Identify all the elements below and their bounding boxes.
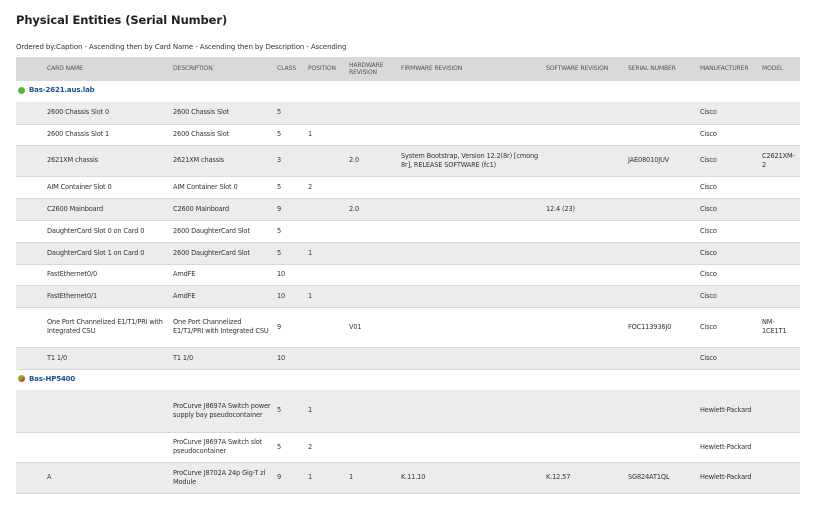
status-up-icon [18, 87, 25, 94]
node-name[interactable]: Bas-2621.aus.lab [29, 86, 95, 95]
cell-serial-number: SG824AT1QL [626, 462, 698, 493]
cell-serial-number [626, 220, 698, 242]
cell-serial-number: JAE08010JUV [626, 145, 698, 176]
cell-class: 5 [275, 242, 306, 264]
column-header-card-name[interactable]: CARD NAME [16, 57, 171, 81]
cell-card-name: 2600 Chassis Slot 1 [16, 124, 171, 145]
cell-position: 1 [306, 285, 347, 307]
cell-card-name: C2600 Mainboard [16, 198, 171, 220]
cell-description: ProCurve J8697A Switch power supply bay pseudocontainer [171, 390, 275, 432]
cell-class: 9 [275, 198, 306, 220]
cell-manufacturer: Hewlett-Packard [698, 432, 760, 462]
cell-description: C2600 Mainboard [171, 198, 275, 220]
cell-class: 5 [275, 432, 306, 462]
cell-software-revision [544, 432, 626, 462]
cell-manufacturer: Cisco [698, 347, 760, 369]
cell-class: 5 [275, 102, 306, 124]
status-warning-icon [18, 375, 25, 382]
cell-position: 1 [306, 390, 347, 432]
cell-software-revision [544, 102, 626, 124]
cell-model [760, 285, 800, 307]
column-header-model[interactable]: MODEL [760, 57, 800, 81]
cell-manufacturer: Cisco [698, 264, 760, 285]
cell-class: 9 [275, 462, 306, 493]
cell-manufacturer: Cisco [698, 220, 760, 242]
cell-class: 9 [275, 307, 306, 347]
cell-description: One Port Channelized E1/T1/PRI with Integrated CSU [171, 307, 275, 347]
table-row [16, 347, 800, 369]
cell-description: AmdFE [171, 264, 275, 285]
group-cell [16, 369, 800, 390]
cell-serial-number: FOC113936J0 [626, 307, 698, 347]
cell-position: 1 [306, 242, 347, 264]
cell-description: AmdFE [171, 285, 275, 307]
cell-card-name: FastEthernet0/0 [16, 264, 171, 285]
cell-hardware-revision: V01 [347, 307, 399, 347]
table-row [16, 102, 800, 124]
cell-serial-number [626, 390, 698, 432]
cell-model [760, 176, 800, 198]
cell-software-revision [544, 264, 626, 285]
cell-firmware-revision [399, 102, 544, 124]
cell-serial-number [626, 198, 698, 220]
cell-software-revision [544, 242, 626, 264]
cell-description: 2600 DaughterCard Slot [171, 242, 275, 264]
table-row [16, 307, 800, 347]
cell-class: 5 [275, 220, 306, 242]
cell-description: 2600 Chassis Slot [171, 102, 275, 124]
column-header-description[interactable]: DESCRIPTION [171, 57, 275, 81]
column-header-position[interactable]: POSITION [306, 57, 347, 81]
cell-class: 10 [275, 347, 306, 369]
cell-serial-number [626, 432, 698, 462]
cell-manufacturer: Cisco [698, 124, 760, 145]
cell-card-name [16, 432, 171, 462]
table-row [16, 242, 800, 264]
table-header-row [16, 57, 800, 81]
cell-hardware-revision [347, 220, 399, 242]
cell-firmware-revision [399, 307, 544, 347]
table-row [16, 432, 800, 462]
cell-software-revision [544, 285, 626, 307]
table-body [16, 81, 800, 493]
cell-class: 10 [275, 264, 306, 285]
cell-manufacturer: Cisco [698, 176, 760, 198]
cell-class: 3 [275, 145, 306, 176]
cell-hardware-revision: 2.0 [347, 145, 399, 176]
physical-entities-table [16, 57, 800, 494]
cell-class: 5 [275, 176, 306, 198]
table-row [16, 145, 800, 176]
cell-card-name: DaughterCard Slot 0 on Card 0 [16, 220, 171, 242]
cell-position [306, 102, 347, 124]
cell-card-name: T1 1/0 [16, 347, 171, 369]
cell-firmware-revision [399, 264, 544, 285]
table-row [16, 220, 800, 242]
cell-software-revision: K.12.57 [544, 462, 626, 493]
cell-model [760, 220, 800, 242]
cell-description: ProCurve J8697A Switch slot pseudocontainer [171, 432, 275, 462]
cell-card-name: One Port Channelized E1/T1/PRI with Integrated CSU [16, 307, 171, 347]
column-header-firmware-revision[interactable]: FIRMWARE REVISION [399, 57, 544, 81]
cell-model: NM-1CE1T1 [760, 307, 800, 347]
cell-model [760, 390, 800, 432]
cell-description: 2600 DaughterCard Slot [171, 220, 275, 242]
table-row [16, 124, 800, 145]
cell-card-name [16, 390, 171, 432]
table-row [16, 176, 800, 198]
cell-class: 5 [275, 124, 306, 145]
table-row [16, 264, 800, 285]
cell-description: T1 1/0 [171, 347, 275, 369]
cell-manufacturer: Cisco [698, 242, 760, 264]
cell-serial-number [626, 176, 698, 198]
cell-position [306, 220, 347, 242]
cell-software-revision [544, 347, 626, 369]
cell-hardware-revision: 1 [347, 462, 399, 493]
cell-card-name: DaughterCard Slot 1 on Card 0 [16, 242, 171, 264]
cell-model [760, 264, 800, 285]
cell-position: 1 [306, 462, 347, 493]
sort-order-description: Ordered by:Caption - Ascending then by Card Name - Ascending then by Description - Ascending [16, 43, 347, 51]
cell-firmware-revision [399, 198, 544, 220]
group-cell [16, 81, 800, 102]
cell-model [760, 462, 800, 493]
group-row [16, 81, 800, 102]
cell-model: C2621XM-2 [760, 145, 800, 176]
cell-description: 2600 Chassis Slot [171, 124, 275, 145]
cell-card-name: A [16, 462, 171, 493]
cell-model [760, 347, 800, 369]
cell-serial-number [626, 124, 698, 145]
cell-manufacturer: Hewlett-Packard [698, 462, 760, 493]
cell-software-revision [544, 176, 626, 198]
cell-firmware-revision [399, 347, 544, 369]
page-title: Physical Entities (Serial Number) [16, 13, 228, 27]
cell-position [306, 347, 347, 369]
cell-class: 5 [275, 390, 306, 432]
cell-hardware-revision [347, 242, 399, 264]
cell-card-name: 2600 Chassis Slot 0 [16, 102, 171, 124]
node-name[interactable]: Bas-HP5400 [29, 374, 76, 383]
cell-position [306, 198, 347, 220]
table-row [16, 390, 800, 432]
cell-description: AIM Container Slot 0 [171, 176, 275, 198]
cell-hardware-revision [347, 124, 399, 145]
cell-firmware-revision [399, 220, 544, 242]
table-row [16, 462, 800, 493]
cell-card-name: 2621XM chassis [16, 145, 171, 176]
cell-model [760, 432, 800, 462]
cell-firmware-revision [399, 432, 544, 462]
cell-software-revision [544, 307, 626, 347]
cell-firmware-revision [399, 285, 544, 307]
cell-hardware-revision [347, 432, 399, 462]
cell-manufacturer: Cisco [698, 145, 760, 176]
cell-position: 2 [306, 432, 347, 462]
cell-hardware-revision [347, 176, 399, 198]
cell-serial-number [626, 285, 698, 307]
table-row [16, 285, 800, 307]
cell-hardware-revision [347, 264, 399, 285]
cell-hardware-revision [347, 390, 399, 432]
cell-card-name: FastEthernet0/1 [16, 285, 171, 307]
column-header-hardware-revision[interactable]: HARDWARE REVISION [347, 57, 399, 81]
cell-serial-number [626, 347, 698, 369]
cell-serial-number [626, 102, 698, 124]
cell-firmware-revision: K.11.10 [399, 462, 544, 493]
cell-model [760, 102, 800, 124]
table-row [16, 198, 800, 220]
cell-hardware-revision: 2.0 [347, 198, 399, 220]
cell-firmware-revision [399, 242, 544, 264]
cell-serial-number [626, 264, 698, 285]
cell-position [306, 307, 347, 347]
cell-model [760, 198, 800, 220]
cell-manufacturer: Cisco [698, 285, 760, 307]
cell-serial-number [626, 242, 698, 264]
cell-firmware-revision [399, 390, 544, 432]
cell-hardware-revision [347, 347, 399, 369]
cell-software-revision: 12.4 (23) [544, 198, 626, 220]
cell-firmware-revision [399, 176, 544, 198]
cell-position [306, 264, 347, 285]
column-header-serial-number[interactable]: SERIAL NUMBER [626, 57, 698, 81]
cell-model [760, 242, 800, 264]
cell-class: 10 [275, 285, 306, 307]
column-header-manufacturer[interactable]: MANUFACTURER [698, 57, 760, 81]
cell-model [760, 124, 800, 145]
cell-firmware-revision [399, 124, 544, 145]
group-row [16, 369, 800, 390]
cell-manufacturer: Cisco [698, 198, 760, 220]
cell-software-revision [544, 220, 626, 242]
node-link[interactable] [18, 375, 75, 384]
cell-card-name: AIM Container Slot 0 [16, 176, 171, 198]
column-header-class[interactable]: CLASS [275, 57, 306, 81]
cell-firmware-revision: System Bootstrap, Version 12.2(8r) [cmong 8r], RELEASE SOFTWARE (fc1) [399, 145, 544, 176]
cell-hardware-revision [347, 285, 399, 307]
cell-software-revision [544, 124, 626, 145]
cell-manufacturer: Cisco [698, 102, 760, 124]
cell-software-revision [544, 390, 626, 432]
cell-manufacturer: Cisco [698, 307, 760, 347]
cell-software-revision [544, 145, 626, 176]
cell-manufacturer: Hewlett-Packard [698, 390, 760, 432]
cell-position: 1 [306, 124, 347, 145]
cell-position: 2 [306, 176, 347, 198]
cell-hardware-revision [347, 102, 399, 124]
column-header-software-revision[interactable]: SOFTWARE REVISION [544, 57, 626, 81]
cell-position [306, 145, 347, 176]
cell-description: 2621XM chassis [171, 145, 275, 176]
cell-description: ProCurve J8702A 24p Gig-T zl Module [171, 462, 275, 493]
node-link[interactable] [18, 86, 95, 95]
